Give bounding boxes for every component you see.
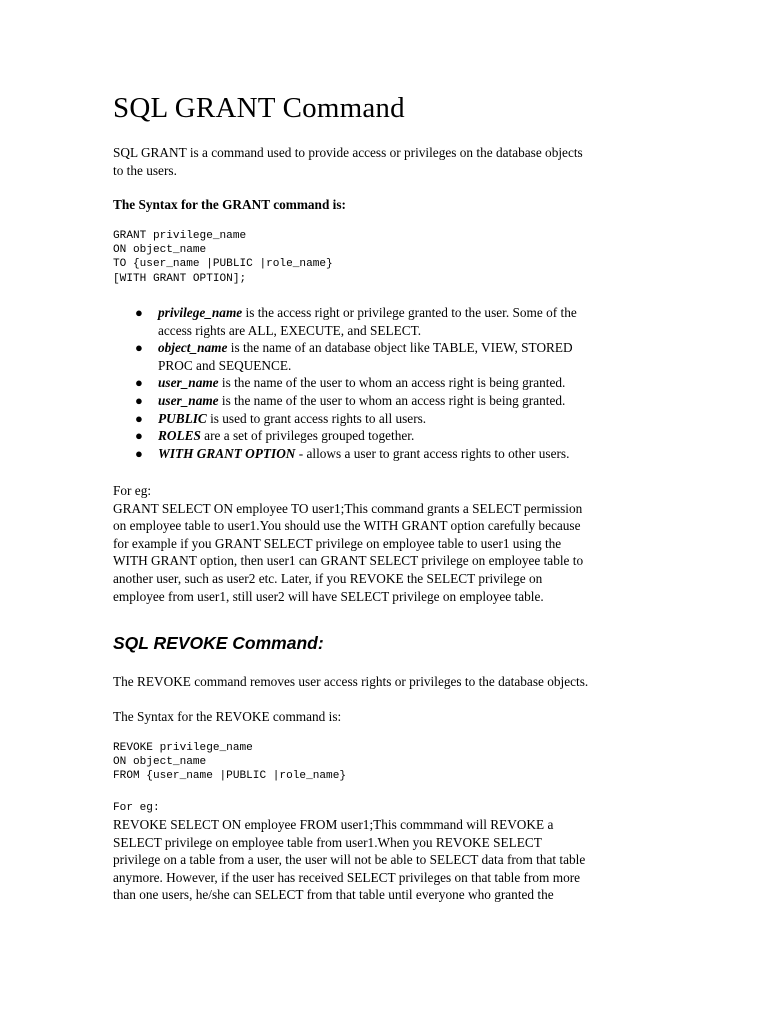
code-line: TO {user_name |PUBLIC |role_name} — [113, 258, 333, 271]
list-item — [113, 339, 658, 374]
revoke-intro — [113, 673, 658, 691]
example-line: anymore. However, if the user has received SELECT privileges on that table from more — [113, 869, 581, 885]
revoke-example-label: For eg: — [113, 802, 160, 814]
term: PUBLIC — [158, 410, 207, 426]
list-item — [113, 304, 658, 339]
revoke-heading: SQL REVOKE Command: — [113, 633, 324, 653]
example-line: SELECT privilege on employee table from user1.When you REVOKE SELECT — [113, 834, 542, 850]
bullet-icon: ● — [135, 375, 143, 391]
code-line: FROM {user_name |PUBLIC |role_name} — [113, 770, 347, 783]
description: access rights are ALL, EXECUTE, and SELECT. — [158, 322, 422, 338]
grant-syntax-heading: The Syntax for the GRANT command is: — [113, 197, 346, 212]
code-line: REVOKE privilege_name — [113, 742, 253, 754]
list-item — [113, 445, 658, 463]
bullet-icon: ● — [135, 445, 143, 461]
grant-example — [113, 482, 658, 605]
description: are a set of privileges grouped together. — [200, 428, 415, 444]
bullet-icon: ● — [135, 392, 143, 408]
intro-paragraph — [113, 144, 658, 179]
list-item — [113, 427, 658, 445]
description: is the name of the user to whom an access right is being granted. — [218, 392, 566, 408]
revoke-syntax-code — [113, 741, 658, 784]
description: is used to grant access rights to all users. — [206, 410, 427, 426]
description: - allows a user to grant access rights to other users. — [295, 445, 570, 461]
term: privilege_name — [158, 305, 243, 320]
bullet-icon: ● — [135, 428, 143, 444]
list-item — [113, 392, 658, 410]
example-line: REVOKE SELECT ON employee FROM user1;This commmand will REVOKE a — [113, 817, 554, 832]
code-line: GRANT privilege_name — [113, 230, 247, 242]
intro-line: SQL GRANT is a command used to provide access or privileges on the database objects — [113, 145, 583, 160]
description: PROC and SEQUENCE. — [158, 357, 292, 373]
bullet-icon: ● — [135, 410, 143, 426]
term: user_name — [158, 392, 219, 408]
example-line: WITH GRANT option, then user1 can GRANT SELECT privilege on employee table to — [113, 553, 584, 569]
example-line: than one users, he/she can SELECT from that table until everyone who granted the — [113, 887, 554, 903]
revoke-example — [113, 816, 658, 904]
example-line: on employee table to user1.You should use the WITH GRANT option carefully because — [113, 518, 581, 534]
description: is the access right or privilege granted to the user. Some of the — [242, 305, 577, 320]
bullet-icon: ● — [135, 305, 143, 320]
page-title: SQL GRANT Command — [113, 92, 405, 124]
example-label: For eg: — [113, 483, 152, 498]
revoke-syntax-heading: The Syntax for the REVOKE command is: — [113, 709, 342, 724]
example-line: another user, such as user2 etc. Later, if you REVOKE the SELECT privilege on — [113, 570, 543, 586]
grant-syntax-code — [113, 229, 658, 286]
term: object_name — [158, 340, 228, 356]
term: ROLES — [158, 428, 201, 444]
description: is the name of an database object like TABLE, VIEW, STORED — [227, 340, 573, 356]
code-line: [WITH GRANT OPTION]; — [113, 272, 247, 285]
bullet-icon: ● — [135, 340, 143, 356]
example-line: employee from user1, still user2 will have SELECT privilege on employee table. — [113, 588, 544, 604]
example-line: GRANT SELECT ON employee TO user1;This command grants a SELECT permission — [113, 500, 583, 516]
description: is the name of the user to whom an access right is being granted. — [218, 375, 566, 391]
revoke-intro-line: The REVOKE command removes user access rights or privileges to the database objects. — [113, 674, 589, 689]
intro-line: to the users. — [113, 162, 177, 178]
code-line: ON object_name — [113, 756, 207, 769]
parameter-list — [113, 304, 658, 462]
example-line: privilege on a table from a user, the user will not be able to SELECT data from that table — [113, 852, 586, 868]
list-item — [113, 374, 658, 392]
list-item — [113, 410, 658, 428]
code-line: ON object_name — [113, 244, 207, 257]
term: WITH GRANT OPTION — [158, 445, 296, 461]
example-line: for example if you GRANT SELECT privilege on employee table to user1 using the — [113, 535, 562, 551]
term: user_name — [158, 375, 219, 391]
